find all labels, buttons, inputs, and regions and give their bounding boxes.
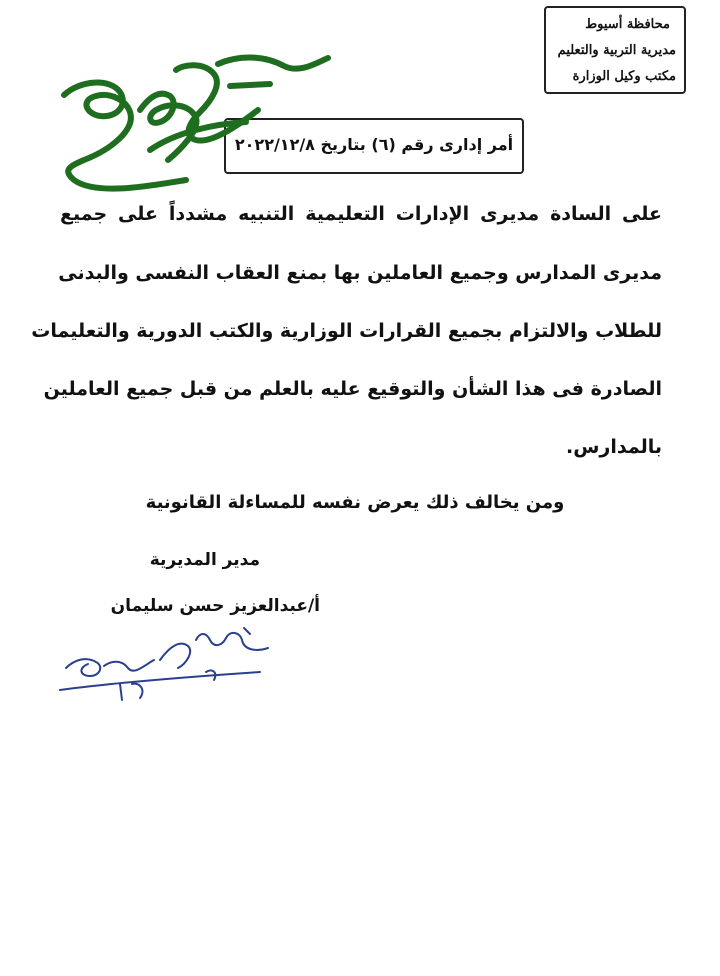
body-line-4: الصادرة فى هذا الشأن والتوقيع عليه بالعلم من قبل جميع العاملين	[43, 378, 662, 400]
governorate-label: محافظة أسيوط	[585, 17, 670, 32]
office-label: مكتب وكيل الوزارة	[572, 69, 676, 84]
directorate-label: مديرية التربية والتعليم	[557, 43, 676, 58]
signatory-name: أ/عبدالعزيز حسن سليمان	[110, 596, 320, 616]
body-line-2: مديرى المدارس وجميع العاملين بها بمنع العقاب النفسى والبدنى	[58, 262, 662, 284]
body-line-5: بالمدارس.	[565, 436, 662, 458]
blue-ink-scribble	[60, 628, 268, 700]
body-line-3: للطلاب والالتزام بجميع القرارات الوزارية والكتب الدورية والتعليمات	[31, 320, 662, 342]
legal-warning: ومن يخالف ذلك يعرض نفسه للمساءلة القانونية	[145, 492, 565, 513]
signatory-title: مدير المديرية	[149, 550, 260, 570]
body-line-1: على السادة مديرى الإدارات التعليمية التنبيه مشدداً على جميع	[60, 203, 662, 225]
letterhead-box	[544, 6, 686, 94]
order-title: أمر إدارى رقم (٦) بتاريخ ٢٠٢٢/١٢/٨	[224, 118, 524, 174]
